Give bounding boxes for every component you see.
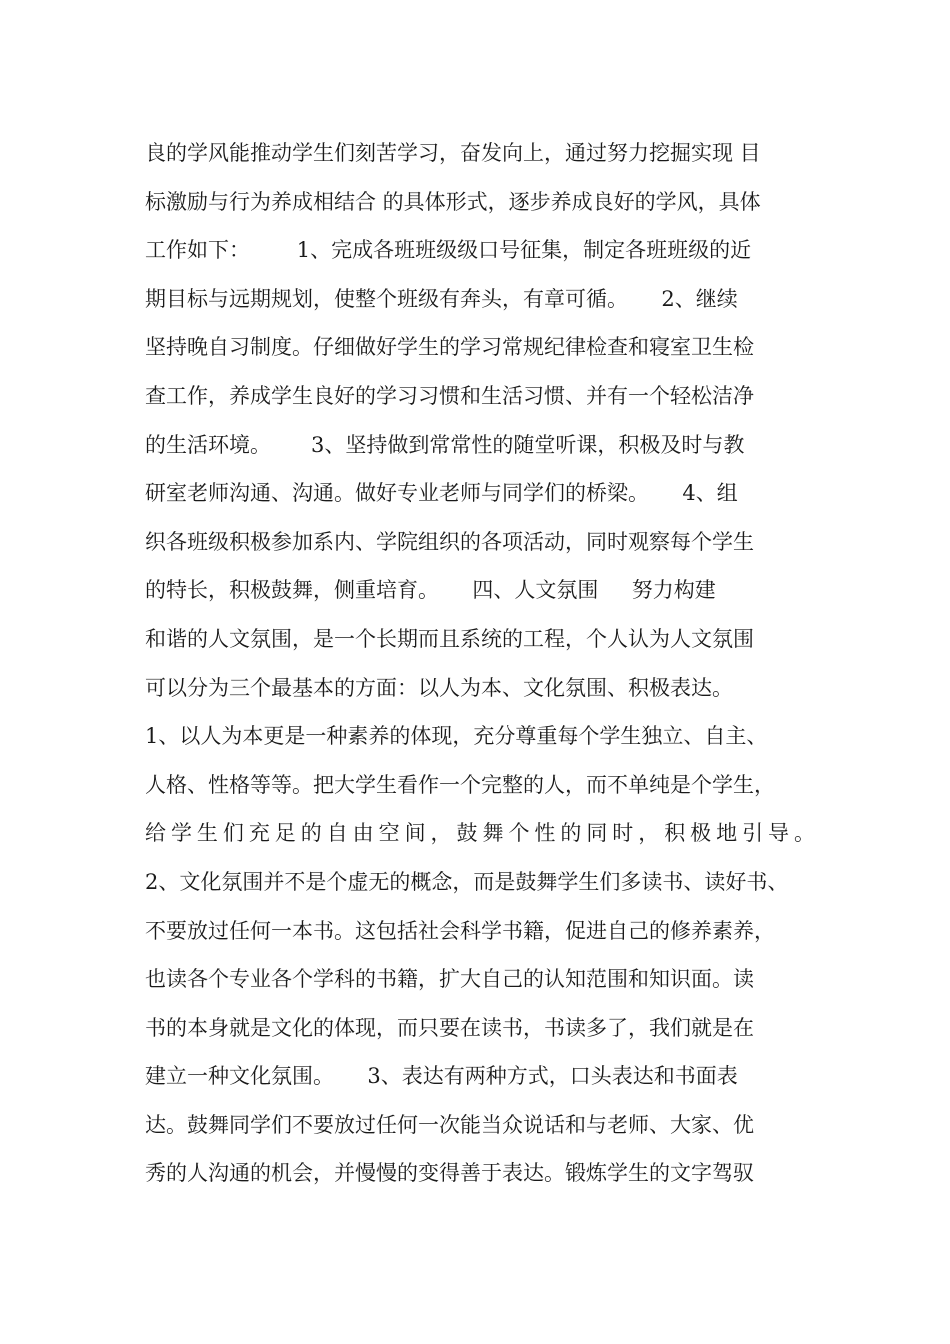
text-line: 也读各个专业各个学科的书籍，扩大自己的认知范围和知识面。读 <box>145 967 754 992</box>
text-line: 建立一种文化氛围。 3、表达有两种方式，口头表达和书面表 <box>145 1064 738 1089</box>
text-line: 坚持晚自习制度。仔细做好学生的学习常规纪律检查和寝室卫生检 <box>145 335 754 360</box>
text-line: 的生活环境。 3、坚持做到常常性的随堂听课，积极及时与教 <box>145 432 745 457</box>
text-line: 可以分为三个最基本的方面：以人为本、文化氛围、积极表达。 <box>145 675 733 700</box>
text-line: 织各班级积极参加系内、学院组织的各项活动，同时观察每个学生 <box>145 529 754 554</box>
text-line: 查工作，养成学生良好的学习习惯和生活习惯、并有一个轻松洁净 <box>145 383 754 408</box>
body-paragraph <box>145 129 815 1198</box>
text-line: 给学生们充足的自由空间，鼓舞个性的同时，积极地引导。 <box>145 821 815 846</box>
text-line: 的特长，积极鼓舞，侧重培育。 四、人文氛围 努力构建 <box>145 578 716 603</box>
text-line: 人格、性格等等。把大学生看作一个完整的人，而不单纯是个学生， <box>145 772 775 797</box>
text-line: 达。鼓舞同学们不要放过任何一次能当众说话和与老师、大家、优 <box>145 1112 754 1137</box>
text-line: 不要放过任何一本书。这包括社会科学书籍，促进自己的修养素养， <box>145 918 775 943</box>
text-line: 1、以人为本更是一种素养的体现，充分尊重每个学生独立、自主、 <box>145 724 768 749</box>
text-line: 书的本身就是文化的体现，而只要在读书，书读多了，我们就是在 <box>145 1015 754 1040</box>
text-line: 秀的人沟通的机会，并慢慢的变得善于表达。锻炼学生的文字驾驭 <box>145 1161 754 1186</box>
text-line: 期目标与远期规划，使整个班级有奔头，有章可循。 2、继续 <box>145 286 738 311</box>
text-line: 和谐的人文氛围，是一个长期而且系统的工程，个人认为人文氛围 <box>145 626 754 651</box>
text-line: 良的学风能推动学生们刻苦学习，奋发向上，通过努力挖掘实现 目 <box>145 141 761 165</box>
text-line: 研室老师沟通、沟通。做好专业老师与同学们的桥梁。 4、组 <box>145 481 738 506</box>
text-line: 标激励与行为养成相结合 的具体形式，逐步养成良好的学风，具体 <box>145 189 761 214</box>
text-line: 工作如下： 1、完成各班班级级口号征集，制定各班班级的近 <box>145 238 752 263</box>
text-line: 2、文化氛围并不是个虚无的概念，而是鼓舞学生们多读书、读好书、 <box>145 869 789 894</box>
